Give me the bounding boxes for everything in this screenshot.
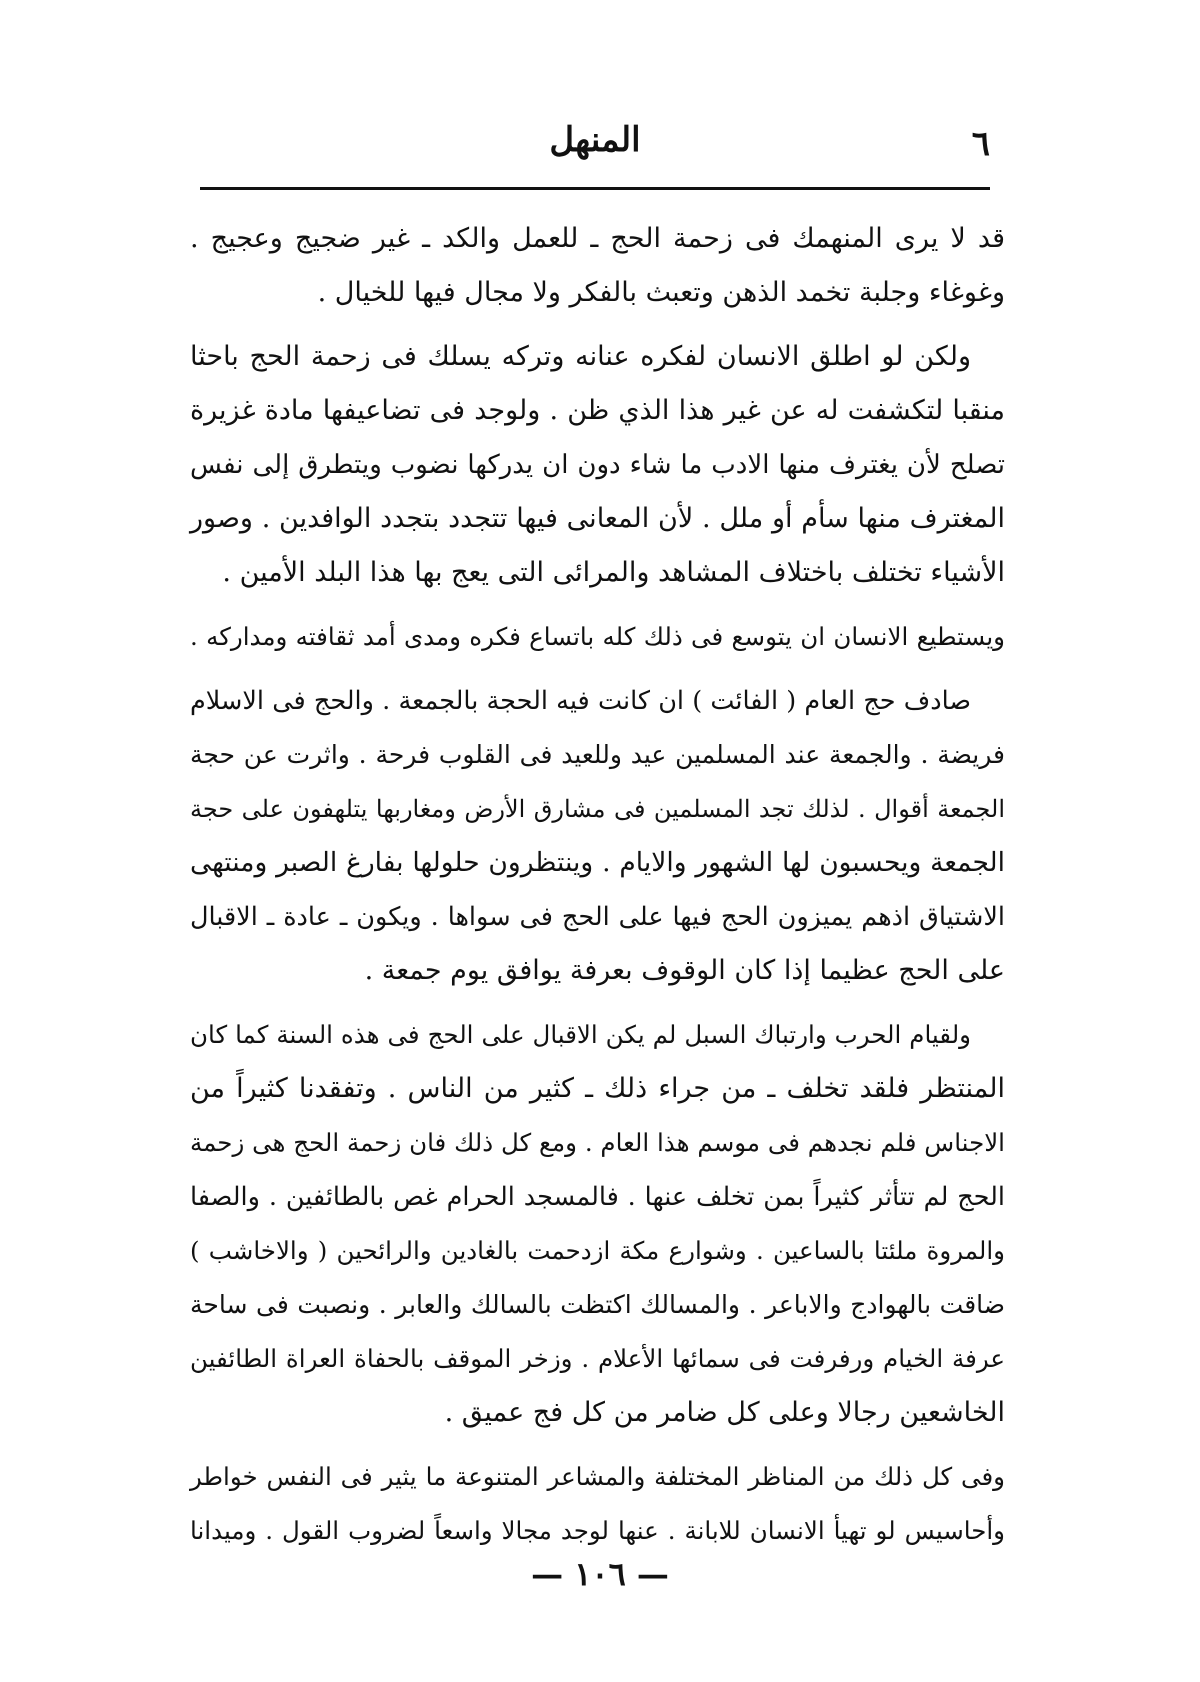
text-line: ويستطيع الانسان ان يتوسع فى ذلك كله باتساع فكره ومدى أمد ثقافته ومداركه . — [190, 622, 1005, 651]
text-line: تصلح لأن يغترف منها الادب ما شاء دون ان يدركها نضوب ويتطرق إلى نفس — [190, 450, 1005, 480]
paragraph-6 — [190, 1450, 1005, 1558]
page-number-footer: — ١٠٦ — — [531, 1555, 669, 1593]
text-line: الاشتياق اذهم يميزون الحج فيها على الحج فى سواها . ويكون ـ عادة ـ الاقبال — [190, 902, 1005, 932]
paragraph-4 — [190, 674, 1005, 998]
header-divider — [200, 187, 990, 190]
text-line: وفى كل ذلك من المناظر المختلفة والمشاعر المتنوعة ما يثير فى النفس خواطر — [190, 1462, 1005, 1491]
paragraph-5 — [190, 1008, 1005, 1440]
text-line: الخاشعين رجالا وعلى كل ضامر من كل فج عميق . — [444, 1397, 1005, 1428]
text-line: الجمعة ويحسبون لها الشهور والايام . وينتظرون حلولها بفارغ الصبر ومنتهى — [190, 847, 1005, 878]
paragraph-1 — [190, 212, 1005, 320]
article-body — [190, 212, 1005, 1568]
running-header — [200, 120, 990, 180]
text-line: المنتظر فلقد تخلف ـ من جراء ذلك ـ كثير من الناس . وتفقدنا كثيراً من — [190, 1073, 1005, 1104]
text-line: ولكن لو اطلق الانسان لفكره عنانه وتركه يسلك فى زحمة الحج باحثا — [190, 341, 971, 372]
text-line: المغترف منها سأم أو ملل . لأن المعانى فيها تتجدد بتجدد الوافدين . وصور — [190, 503, 1005, 534]
text-line: ولقيام الحرب وارتباك السبل لم يكن الاقبال على الحج فى هذه السنة كما كان — [190, 1020, 971, 1049]
text-line: وأحاسيس لو تهيأ الانسان للابانة . عنها لوجد مجالا واسعاً لضروب القول . وميدانا — [190, 1516, 1005, 1545]
text-line: الأشياء تختلف باختلاف المشاهد والمرائى التى يعج بها هذا البلد الأمين . — [222, 557, 1005, 588]
header-page-number: ٦ — [971, 124, 990, 164]
text-line: الجمعة أقوال . لذلك تجد المسلمين فى مشارق الأرض ومغاربها يتلهفون على حجة — [190, 795, 1005, 823]
text-line: فريضة . والجمعة عند المسلمين عيد وللعيد فى القلوب فرحة . واثرت عن حجة — [190, 740, 1005, 769]
paragraph-2 — [190, 330, 1005, 600]
text-line: الاجناس فلم نجدهم فى موسم هذا العام . ومع كل ذلك فان زحمة الحج هى زحمة — [190, 1128, 1005, 1157]
text-line: عرفة الخيام ورفرفت فى سمائها الأعلام . وزخر الموقف بالحفاة العراة الطائفين — [190, 1344, 1005, 1373]
text-line: على الحج عظيما إذا كان الوقوف بعرفة يوافق يوم جمعة . — [364, 955, 1005, 986]
journal-title: المنهل — [549, 120, 641, 160]
text-line: وغوغاء وجلبة تخمد الذهن وتعبث بالفكر ولا مجال فيها للخيال . — [317, 277, 1005, 308]
text-line: ضاقت بالهوادج والاباعر . والمسالك اكتظت بالسالك والعابر . ونصبت فى ساحة — [190, 1290, 1005, 1319]
text-line: الحج لم تتأثر كثيراً بمن تخلف عنها . فالمسجد الحرام غص بالطائفين . والصفا — [190, 1182, 1005, 1212]
text-line: والمروة ملئتا بالساعين . وشوارع مكة ازدحمت بالغادين والرائحين ( والاخاشب ) — [190, 1236, 1005, 1265]
text-line: صادف حج العام ( الفائت ) ان كانت فيه الحجة بالجمعة . والحج فى الاسلام — [190, 686, 971, 716]
text-line: منقبا لتكشفت له عن غير هذا الذي ظن . ولوجد فى تضاعيفها مادة غزيرة — [190, 395, 1005, 426]
paragraph-3 — [190, 610, 1005, 664]
text-line: قد لا يرى المنهمك فى زحمة الحج ـ للعمل والكد ـ غير ضجيج وعجيج . — [190, 223, 1005, 254]
